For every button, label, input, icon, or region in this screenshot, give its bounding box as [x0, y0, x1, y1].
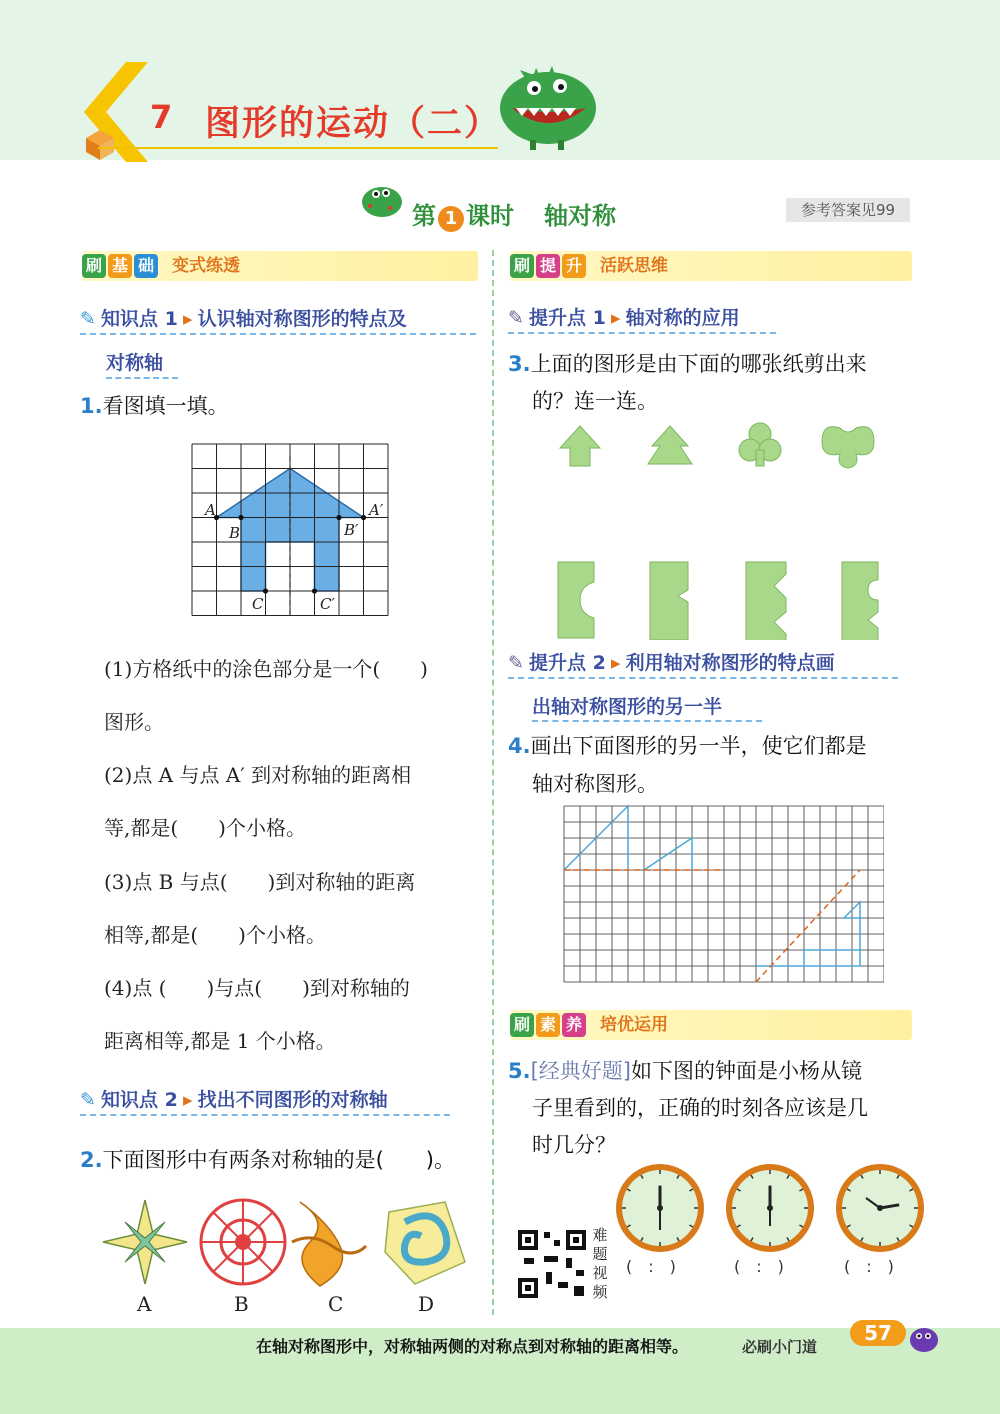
q3-figures [550, 420, 900, 640]
section-improve-bar [510, 251, 912, 281]
clock-blank-2: ( : ) [734, 1257, 784, 1276]
kp1-underline-2 [106, 377, 178, 379]
pencil-icon: ✎ [508, 307, 524, 329]
grid-point [238, 515, 243, 520]
point-B-label: B [229, 524, 241, 542]
folded-paper-4 [842, 562, 878, 640]
kp2-underline [80, 1114, 450, 1116]
clock-face [836, 1164, 924, 1252]
question-1 [80, 390, 229, 420]
lesson-prefix: 第 [412, 202, 436, 230]
arrow-icon: ▸ [182, 1089, 193, 1111]
mascot-footer-icon [904, 1318, 944, 1358]
option-C: C [328, 1292, 344, 1316]
section-subtitle: 培优运用 [600, 1015, 668, 1035]
qr-video-label: 难题视频 [592, 1226, 608, 1301]
tp2-underline [508, 677, 898, 679]
q1-line-4: 等,都是( )个小格。 [104, 816, 306, 840]
flower-cutout-figure [201, 1200, 285, 1284]
q1-line-5: (3)点 B 与点( )到对称轴的距离 [104, 870, 416, 894]
kp1-text-cont: 对称轴 [106, 352, 164, 374]
kp1-underline [80, 333, 476, 335]
swirl-figure [385, 1202, 465, 1284]
option-D: D [418, 1292, 435, 1316]
section-badge: 础 [134, 254, 158, 278]
section-quality-bar [510, 1010, 912, 1040]
arrow-icon: ▸ [610, 307, 621, 329]
point-Cp-label: C′ [320, 595, 335, 613]
section-badge: 刷 [82, 254, 106, 278]
tp1-underline [508, 332, 776, 334]
section-badge: 刷 [510, 254, 534, 278]
section-basic-bar [82, 251, 478, 281]
clock-faces [614, 1162, 924, 1258]
q3-number: 3. [508, 352, 531, 376]
chapter-title: 图形的运动（二） [205, 104, 502, 144]
point-C-label: C [252, 595, 264, 613]
section-badge: 升 [562, 254, 586, 278]
option-B: B [234, 1292, 249, 1316]
knowledge-point-2 [80, 1085, 388, 1112]
tp1-text: 轴对称的应用 [625, 307, 740, 329]
footer-tip: 在轴对称图形中，对称轴两侧的对称点到对称轴的距离相等。 [256, 1337, 689, 1356]
tp2-underline-2 [532, 720, 762, 722]
pencil-icon: ✎ [508, 652, 524, 674]
tp1-label: 提升点 1 [529, 307, 606, 329]
question-2 [80, 1144, 455, 1174]
book-icon: ✎ [80, 308, 96, 330]
section-badge: 素 [536, 1013, 560, 1037]
q3-line-2: 的？连一连。 [532, 389, 658, 413]
pine-tree-shape [648, 426, 692, 464]
improve-point-1 [508, 303, 740, 330]
clock-face [726, 1164, 814, 1252]
section-badge: 提 [536, 254, 560, 278]
q5-number: 5. [508, 1059, 531, 1083]
q1-line-8: 距离相等,都是 1 个小格。 [104, 1029, 336, 1053]
kp1-text: 认识轴对称图形的特点及 [197, 308, 407, 330]
q5-line-3: 时几分？ [532, 1133, 616, 1157]
point-A-label: A [205, 501, 216, 519]
q2-number: 2. [80, 1148, 103, 1172]
compass-star-figure [103, 1200, 187, 1284]
page-number: 57 [850, 1320, 906, 1346]
q2-figures [100, 1196, 490, 1296]
q1-line-2: 图形。 [104, 710, 164, 734]
q1-grid-figure [184, 436, 404, 626]
q1-line-6: 相等,都是( )个小格。 [104, 923, 326, 947]
q1-stem: 看图填一填。 [102, 394, 229, 418]
lesson-topic: 轴对称 [544, 202, 616, 230]
q1-line-1: (1)方格纸中的涂色部分是一个( ) [104, 657, 428, 681]
kp2-label: 知识点 2 [101, 1089, 178, 1111]
symmetry-axis-diagonal [756, 870, 860, 982]
section-subtitle: 活跃思维 [600, 256, 668, 276]
folded-paper-3 [746, 562, 786, 640]
section-badge: 基 [108, 254, 132, 278]
dinosaur-mascot-icon [490, 56, 610, 152]
grid-point [361, 515, 366, 520]
tp2-text-cont: 出轴对称图形的另一半 [532, 696, 723, 718]
chapter-number: 7 [150, 98, 173, 136]
section-badge: 养 [562, 1013, 586, 1037]
q1-line-7: (4)点 ( )与点( )到对称轴的 [104, 976, 410, 1000]
lesson-suffix: 课时 [466, 202, 514, 230]
grid-point [336, 515, 341, 520]
grid-point [263, 588, 268, 593]
q3-line-1: 上面的图形是由下面的哪张纸剪出来 [530, 352, 867, 376]
club-shape [739, 423, 781, 466]
question-3 [508, 348, 867, 378]
question-5 [508, 1055, 862, 1085]
header-underline [98, 147, 498, 149]
tp2-text: 利用轴对称图形的特点画 [625, 652, 835, 674]
arrow-icon: ▸ [182, 308, 193, 330]
bow-shape [822, 427, 874, 468]
clock-face [616, 1164, 704, 1252]
knowledge-point-1 [80, 304, 407, 331]
tp2-label: 提升点 2 [529, 652, 606, 674]
point-Ap-label: A′ [369, 501, 384, 519]
grid-point [312, 588, 317, 593]
arrow-tree-shape [560, 426, 600, 466]
q4-number: 4. [508, 734, 531, 758]
book-icon: ✎ [80, 1089, 96, 1111]
ornament-figure [292, 1202, 366, 1286]
q4-line-2: 轴对称图形。 [532, 772, 658, 796]
question-4 [508, 730, 867, 760]
section-badge: 刷 [510, 1013, 534, 1037]
answer-reference: 参考答案见99 [786, 198, 910, 222]
q4-grid-figure [560, 802, 884, 992]
point-Bp-label: B′ [344, 521, 359, 539]
clock-blank-1: ( : ) [626, 1257, 676, 1276]
q2-stem: 下面图形中有两条对称轴的是( )。 [102, 1148, 455, 1172]
column-divider [492, 250, 494, 1315]
kp1-label: 知识点 1 [101, 308, 178, 330]
kp2-text: 找出不同图形的对称轴 [197, 1089, 388, 1111]
q4-line-1: 画出下面图形的另一半，使它们都是 [530, 734, 867, 758]
improve-point-2 [508, 648, 835, 675]
lesson-title [412, 196, 616, 232]
clock-blank-3: ( : ) [844, 1257, 894, 1276]
section-subtitle: 变式练透 [172, 256, 240, 276]
q5-line-1: 如下图的钟面是小杨从镜 [630, 1059, 862, 1083]
folded-paper-1 [558, 562, 594, 638]
qr-code-icon [516, 1228, 588, 1300]
small-dino-icon [356, 176, 408, 220]
footer-brand: 必刷小门道 [742, 1338, 818, 1356]
q5-line-2: 子里看到的，正确的时刻各应该是几 [532, 1096, 868, 1120]
folded-paper-2 [650, 562, 688, 640]
option-A: A [137, 1292, 152, 1316]
arrow-icon: ▸ [610, 652, 621, 674]
q5-tag: [经典好题] [530, 1059, 631, 1083]
q1-number: 1. [80, 394, 103, 418]
lesson-number: 1 [438, 206, 464, 232]
q1-line-3: (2)点 A 与点 A′ 到对称轴的距离相 [104, 763, 412, 787]
